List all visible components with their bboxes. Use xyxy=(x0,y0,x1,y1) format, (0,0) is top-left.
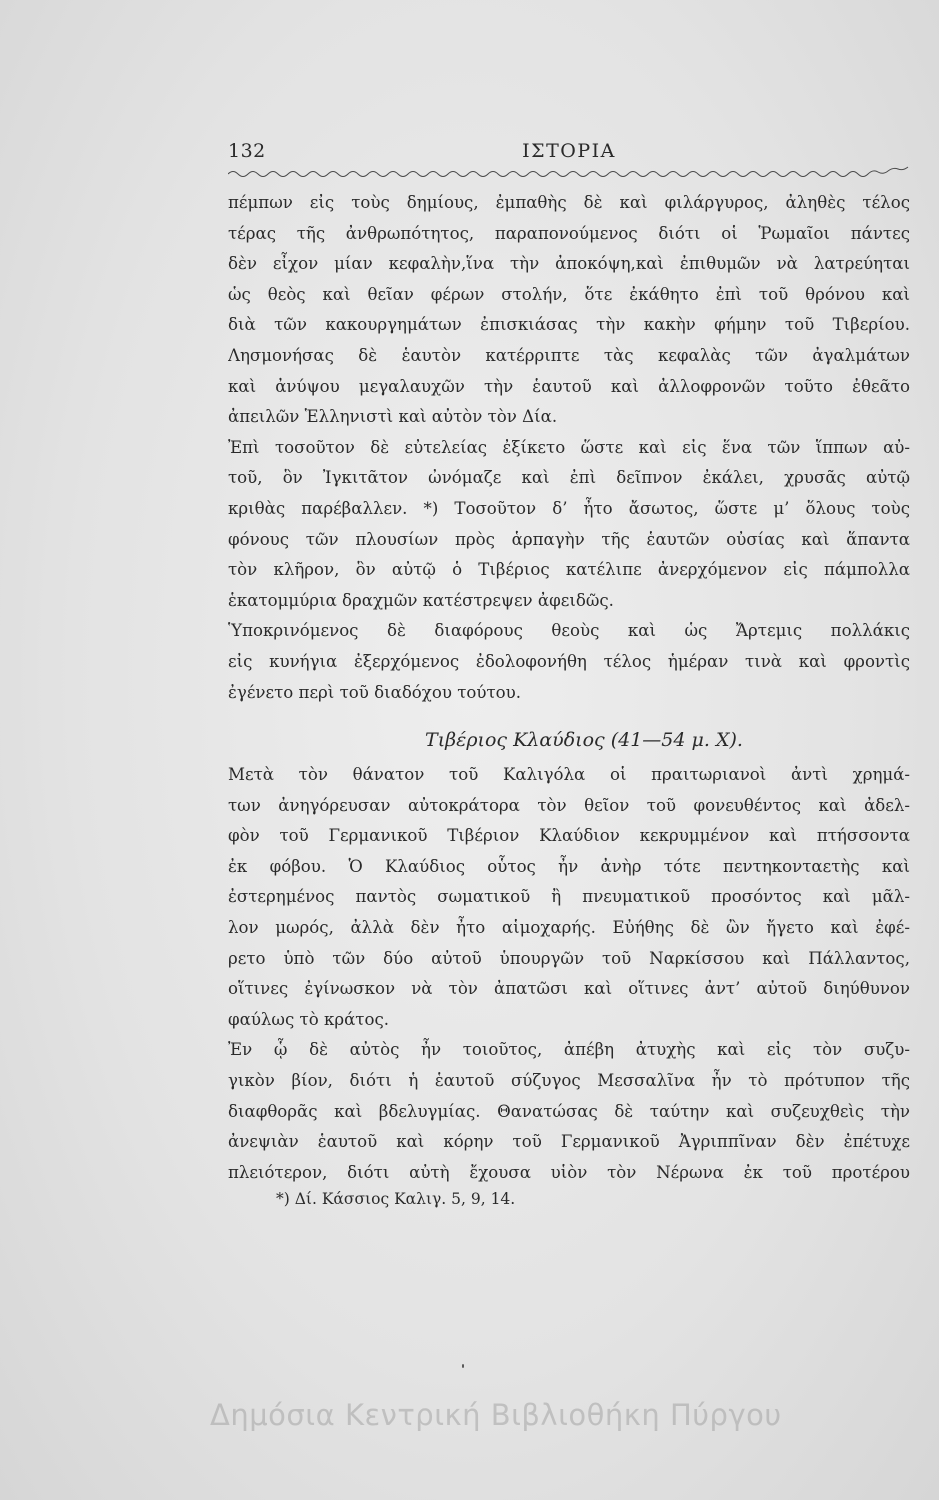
text-line: εἰς κυνήγια ἐξερχόμενος ἐδολοφονήθη τέλος ἡμέραν τινὰ καὶ φροντὶς xyxy=(228,651,910,671)
text-line: ἐκ φόβου. Ὁ Κλαύδιος οὗτος ἦν ἀνὴρ τότε πεντηκονταετὴς καὶ xyxy=(228,856,910,876)
text-line: Ἐπὶ τοσοῦτον δὲ εὐτελείας ἐξίκετο ὥστε καὶ εἰς ἕνα τῶν ἵππων αὐ- xyxy=(228,437,910,457)
text-line: Μετὰ τὸν θάνατον τοῦ Καλιγόλα οἱ πραιτωριανοὶ ἀντὶ χρημά- xyxy=(228,765,910,785)
header-wavy-rule xyxy=(228,166,910,178)
text-line: πλειότερον, διότι αὐτὴ ἔχουσα υἱὸν τὸν Νέρωνα ἐκ τοῦ προτέρου xyxy=(228,1162,910,1182)
text-line: διὰ τῶν κακουργημάτων ἐπισκιάσας τὴν κακὴν φήμην τοῦ Τιβερίου. xyxy=(228,315,910,335)
text-line: φόνους τῶν πλουσίων πρὸς ἁρπαγὴν τῆς ἑαυτῶν οὐσίας καὶ ἅπαντα xyxy=(228,529,910,549)
body-text xyxy=(228,188,910,1188)
section-heading: Τιβέριος Κλαύδιος (41—54 μ. Χ). xyxy=(425,729,743,752)
text-line: Ἐν ᾧ δὲ αὐτὸς ἦν τοιοῦτος, ἀπέβη ἀτυχὴς καὶ εἰς τὸν συζυ- xyxy=(228,1040,910,1060)
text-line: γικὸν βίον, διότι ἡ ἑαυτοῦ σύζυγος Μεσσαλῖνα ἦν τὸ πρότυπον τῆς xyxy=(228,1071,910,1091)
text-line: καὶ ἀνύψου μεγαλαυχῶν τὴν ἑαυτοῦ καὶ ἀλλοφρονῶν τοῦτο ἐθεᾶτο xyxy=(228,376,910,396)
text-line: ρετο ὑπὸ τῶν δύο αὐτοῦ ὑπουργῶν τοῦ Ναρκίσσου καὶ Πάλλαντος, xyxy=(228,948,910,968)
text-line: οἵτινες ἐγίνωσκον νὰ τὸν ἀπατῶσι καὶ οἵτινες ἀντ’ αὐτοῦ διηύθυνον xyxy=(228,979,910,999)
scan-speck xyxy=(462,1364,464,1368)
text-line: ὡς θεὸς καὶ θεῖαν φέρων στολήν, ὅτε ἐκάθητο ἐπὶ τοῦ θρόνου καὶ xyxy=(228,284,910,304)
library-watermark: Δημόσια Κεντρική Βιβλιοθήκη Πύργου xyxy=(210,1398,782,1432)
text-line: τὸν κλῆρον, ὃν αὐτῷ ὁ Τιβέριος κατέλιπε ἀνερχόμενον εἰς πάμπολλα xyxy=(228,560,910,580)
running-title: ΙΣΤΟΡΙΑ xyxy=(522,140,616,162)
text-line: φαύλως τὸ κράτος. xyxy=(228,1009,390,1029)
text-line: ἐστερημένος παντὸς σωματικοῦ ἢ πνευματικοῦ προσόντος καὶ μᾶλ- xyxy=(228,887,910,907)
text-line: ἀπειλῶν Ἑλληνιστὶ καὶ αὐτὸν τὸν Δία. xyxy=(228,407,558,427)
text-line: ἑκατομμύρια δραχμῶν κατέστρεψεν ἀφειδῶς. xyxy=(228,590,614,610)
text-line: λον μωρός, ἀλλὰ δὲν ἦτο αἱμοχαρής. Εὐήθης δὲ ὢν ἤγετο καὶ ἐφέ- xyxy=(228,918,910,938)
page-number: 132 xyxy=(228,140,266,162)
text-line: φὸν τοῦ Γερμανικοῦ Τιβέριον Κλαύδιον κεκρυμμένον καὶ πτήσσοντα xyxy=(228,826,910,846)
text-line: κριθὰς παρέβαλλεν. *) Τοσοῦτον δ’ ἦτο ἄσωτος, ὥστε μ’ ὅλους τοὺς xyxy=(228,498,910,518)
text-line: ἀνεψιὰν ἑαυτοῦ καὶ κόρην τοῦ Γερμανικοῦ Ἀγριππῖναν δὲν ἐπέτυχε xyxy=(228,1132,910,1152)
footnote: *) Δί. Κάσσιος Καλιγ. 5, 9, 14. xyxy=(276,1190,516,1208)
text-line: των ἀνηγόρευσαν αὐτοκράτορα τὸν θεῖον τοῦ φονευθέντος καὶ ἀδελ- xyxy=(228,795,910,815)
text-line: διαφθορᾶς καὶ βδελυγμίας. Θανατώσας δὲ ταύτην καὶ συζευχθεὶς τὴν xyxy=(228,1101,910,1121)
text-line: πέμπων εἰς τοὺς δημίους, ἐμπαθὴς δὲ καὶ φιλάργυρος, ἀληθὲς τέλος xyxy=(228,193,910,212)
text-line: Λησμονήσας δὲ ἑαυτὸν κατέρριπτε τὰς κεφαλὰς τῶν ἀγαλμάτων xyxy=(228,345,910,365)
text-line: Ὑποκρινόμενος δὲ διαφόρους θεοὺς καὶ ὡς Ἄρτεμις πολλάκις xyxy=(228,621,910,641)
text-line: τέρας τῆς ἀνθρωπότητος, παραπονούμενος διότι οἱ Ῥωμαῖοι πάντες xyxy=(228,223,910,243)
text-line: δὲν εἶχον μίαν κεφαλὴν,ἵνα τὴν ἀποκόψη,καὶ ἐπιθυμῶν νὰ λατρεύηται xyxy=(228,254,910,274)
text-line: τοῦ, ὃν Ἰγκιτᾶτον ὠνόμαζε καὶ ἐπὶ δεῖπνον ἐκάλει, χρυσᾶς αὐτῷ xyxy=(228,468,910,488)
text-line: ἐγένετο περὶ τοῦ διαδόχου τούτου. xyxy=(228,682,521,702)
